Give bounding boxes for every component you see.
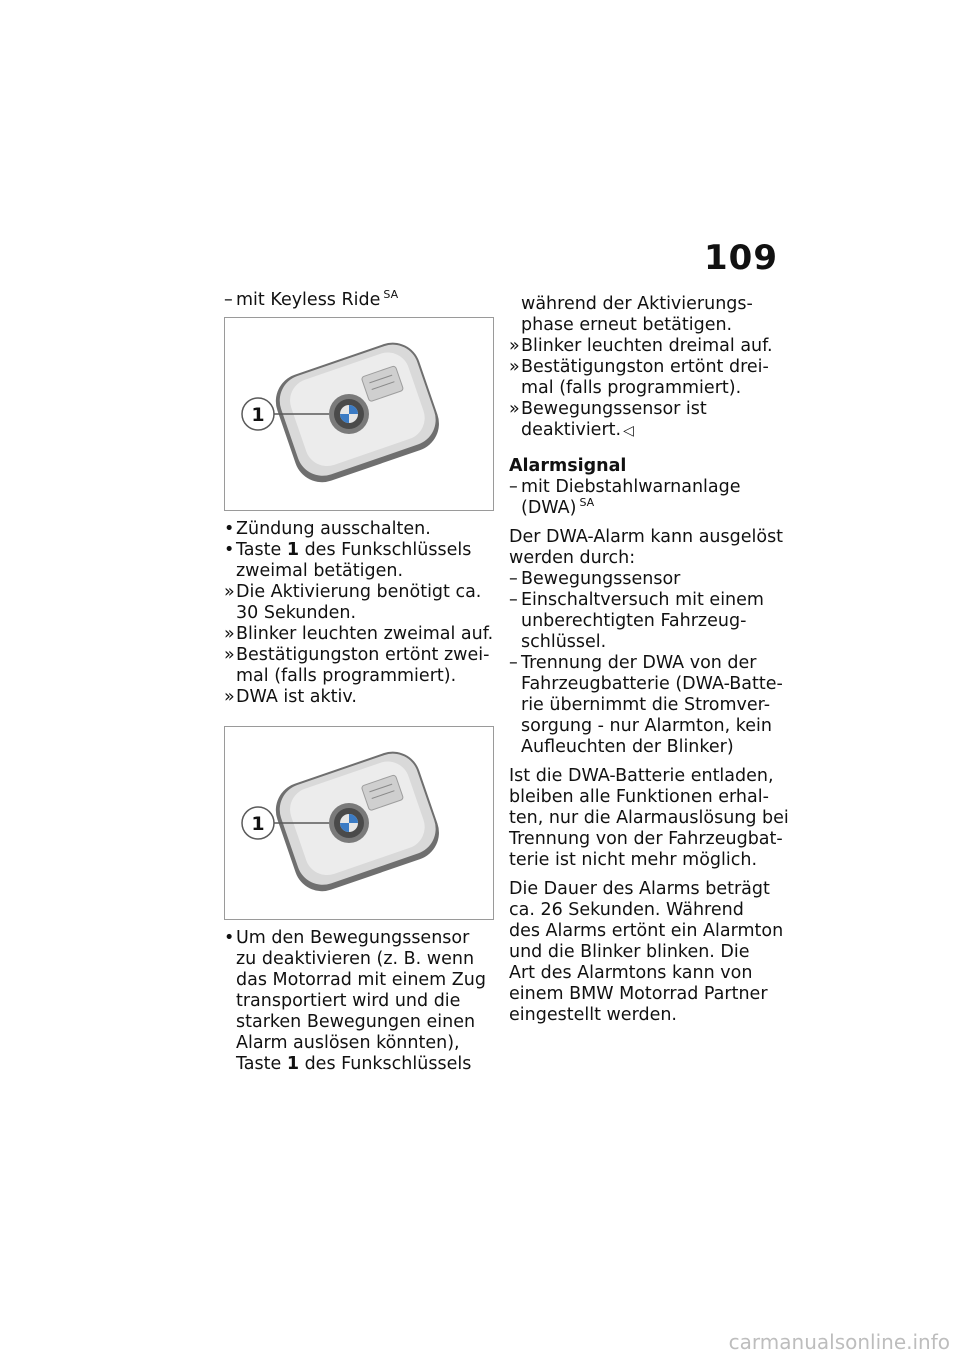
step-continuation (224, 1054, 494, 1075)
button-reference: 1 (286, 1054, 300, 1074)
condition-text: mit Keyless Ride (236, 290, 381, 310)
step-disable-sensor (224, 928, 494, 949)
result-marker: » (509, 357, 520, 377)
result-text: Bewegungssensor ist (521, 399, 707, 419)
step-continuation: transportiert wird und die (236, 991, 461, 1011)
trigger-continuation: unberechtigten Fahrzeug- (521, 611, 747, 631)
condition-continuation (509, 498, 781, 519)
figure-callout-1: 1 (251, 813, 265, 835)
step-continuation: während der Aktivierungs- (521, 294, 753, 314)
result-item (509, 357, 781, 378)
step-text: Zündung ausschalten. (236, 519, 431, 539)
step-continuation: Alarm auslösen könnten), (236, 1033, 460, 1053)
key-fob-figure-1 (224, 317, 494, 511)
paragraph-line: einem BMW Motorrad Partner (509, 984, 768, 1004)
result-item (224, 687, 494, 708)
paragraph-line: Art des Alarmtons kann von (509, 963, 753, 983)
page-number: 109 (704, 238, 778, 278)
bullet-marker: • (224, 540, 235, 560)
step-ignition-off (224, 519, 494, 540)
step-text: Taste (236, 1054, 287, 1074)
result-marker: » (224, 624, 235, 644)
paragraph-line: terie ist nicht mehr möglich. (509, 850, 758, 870)
paragraph-line: Die Dauer des Alarms beträgt (509, 879, 770, 899)
paragraph-line: Trennung von der Fahrzeugbat- (509, 829, 783, 849)
condition-text: (DWA) (521, 498, 577, 518)
trigger-continuation: rie übernimmt die Stromver- (521, 695, 771, 715)
result-marker: » (509, 399, 520, 419)
step-text: des Funkschlüssels (299, 1054, 472, 1074)
paragraph-line: Der DWA-Alarm kann ausgelöst (509, 527, 784, 547)
result-text: deaktiviert. (521, 420, 622, 440)
right-column (509, 294, 789, 1026)
paragraph-line: eingestellt werden. (509, 1005, 677, 1025)
step-text: des Funkschlüssels (299, 540, 472, 560)
condition-dwa (509, 477, 781, 498)
result-item (224, 624, 494, 645)
paragraph-line: Ist die DWA-Batterie entladen, (509, 766, 774, 786)
dash-marker: – (509, 477, 518, 497)
result-continuation (509, 420, 781, 442)
step-text: Taste (236, 540, 287, 560)
trigger-text: Bewegungssensor (521, 569, 681, 589)
key-fob-illustration (225, 727, 493, 919)
result-marker: » (509, 336, 520, 356)
result-continuation: mal (falls programmiert). (236, 666, 457, 686)
paragraph-line: ten, nur die Alarmauslösung bei (509, 808, 789, 828)
paragraph-line: werden durch: (509, 548, 636, 568)
result-item (509, 399, 781, 420)
result-item (224, 582, 494, 603)
paragraph-line: ca. 26 Sekunden. Während (509, 900, 744, 920)
result-text: DWA ist aktiv. (236, 687, 357, 707)
left-column (224, 290, 494, 1075)
step-continuation: starken Bewegungen einen (236, 1012, 476, 1032)
trigger-continuation: Fahrzeugbatterie (DWA-Batte- (521, 674, 783, 694)
result-item (224, 645, 494, 666)
bullet-marker: • (224, 519, 235, 539)
result-text: Bestätigungston ertönt zwei- (236, 645, 490, 665)
result-continuation: 30 Sekunden. (236, 603, 357, 623)
sa-superscript: SA (383, 288, 399, 302)
trigger-item (509, 590, 781, 611)
watermark: carmanualsonline.info (728, 1330, 950, 1354)
paragraph-line: und die Blinker blinken. Die (509, 942, 750, 962)
paragraph-line: bleiben alle Funktionen erhal- (509, 787, 769, 807)
key-fob-illustration (225, 318, 493, 510)
result-text: Blinker leuchten dreimal auf. (521, 336, 773, 356)
trigger-continuation: Aufleuchten der Blinker) (521, 737, 734, 757)
result-continuation: mal (falls programmiert). (521, 378, 742, 398)
paragraph-line: des Alarms ertönt ein Alarmton (509, 921, 784, 941)
result-marker: » (224, 687, 235, 707)
result-marker: » (224, 645, 235, 665)
step-press-button (224, 540, 494, 561)
bullet-marker: • (224, 928, 235, 948)
condition-text: mit Diebstahlwarnanlage (521, 477, 741, 497)
step-continuation: zu deaktivieren (z. B. wenn (236, 949, 475, 969)
step-text: Um den Bewegungssensor (236, 928, 470, 948)
result-text: Die Aktivierung benötigt ca. (236, 582, 482, 602)
figure-callout-1: 1 (251, 404, 265, 426)
button-reference: 1 (286, 540, 300, 560)
section-end-icon: ◁ (623, 423, 634, 439)
result-text: Blinker leuchten zweimal auf. (236, 624, 494, 644)
dash-marker: – (509, 653, 518, 673)
result-item (509, 336, 781, 357)
trigger-continuation: schlüssel. (521, 632, 607, 652)
trigger-item (509, 569, 781, 590)
sa-superscript: SA (579, 496, 595, 510)
key-fob-figure-2 (224, 726, 494, 920)
result-marker: » (224, 582, 235, 602)
step-continuation: zweimal betätigen. (236, 561, 404, 581)
dash-marker: – (509, 569, 518, 589)
trigger-text: Trennung der DWA von der (521, 653, 757, 673)
trigger-item (509, 653, 781, 674)
step-continuation: phase erneut betätigen. (521, 315, 733, 335)
trigger-continuation: sorgung - nur Alarmton, kein (521, 716, 772, 736)
condition-keyless-ride (224, 290, 494, 311)
dash-marker: – (509, 590, 518, 610)
result-text: Bestätigungston ertönt drei- (521, 357, 769, 377)
trigger-text: Einschaltversuch mit einem (521, 590, 764, 610)
step-continuation: das Motorrad mit einem Zug (236, 970, 486, 990)
dash-marker: – (224, 290, 233, 310)
section-heading-alarmsignal: Alarmsignal (509, 456, 627, 476)
